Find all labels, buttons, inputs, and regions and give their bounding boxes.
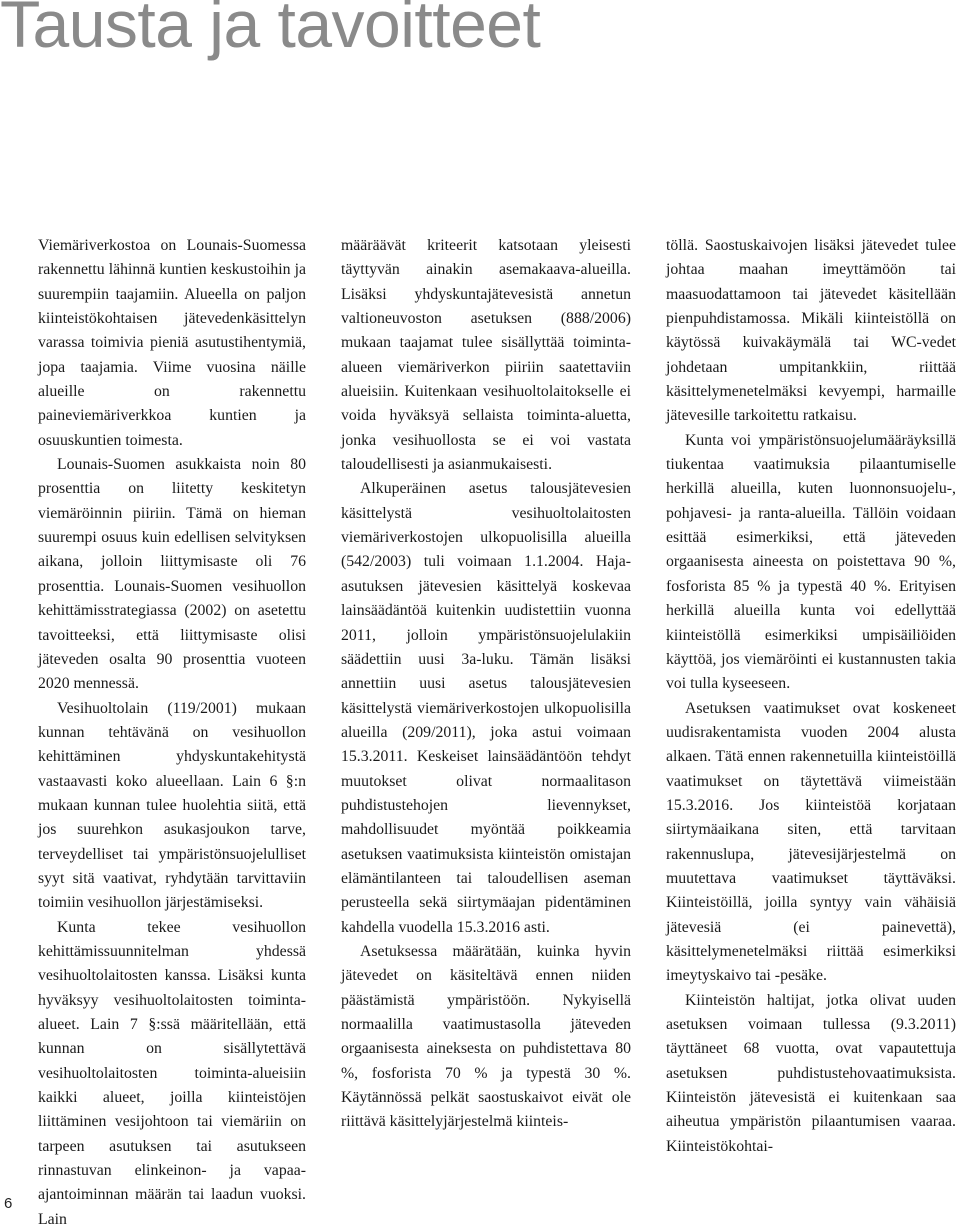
paragraph: määräävät kriteerit katsotaan yleisesti täyttyvän ainakin asemakaava-alueilla. Lisäksi yhdyskuntajätevesistä annetun valtioneuvoston asetuksen (888/2006) mukaan taajamat tulee sisällyttää toiminta-alueen viemäriverkon piiriin saatettaviin alueisiin. Kuitenkaan vesihuoltolaitokselle ei voida hyväksyä sellaista toiminta-aluetta, jonka vesihuollosta se ei voi vastata taloudellisesti ja asianmukaisesti. [341, 237, 631, 474]
page-title: Tausta ja tavoitteet [0, 0, 541, 61]
text-column-2 [341, 234, 631, 1135]
paragraph: Kunta tekee vesihuollon kehittämissuunnitelman yhdessä vesihuoltolaitosten kanssa. Lisäksi kunta hyväksyy vesihuoltolaitosten toiminta-alueet. Lain 7 §:ssä määritellään, että kunnan on sisällytettävä vesihuoltolaitosten toiminta-alueisiin kaikki alueet, joilla kiinteistöjen liittäminen vesijohtoon tai viemäriin on tarpeen asutuksen tai asutukseen rinnastuvan elinkeinon- ja vapaa-ajantoiminnan määrän tai laadun vuoksi. Lain [38, 918, 306, 1228]
paragraph: Lounais-Suomen asukkaista noin 80 prosenttia on liitetty keskitetyn viemäröinnin piiriin. Tämä on hieman suurempi osuus kuin edellisen selvityksen aikana, jolloin liittymisaste oli 76 prosenttia. Lounais-Suomen vesihuollon kehittämisstrategiassa (2002) on asetettu tavoitteeksi, että liittymisaste olisi jäteveden osalta 90 prosenttia vuoteen 2020 mennessä. [38, 456, 306, 693]
paragraph: töllä. Saostuskaivojen lisäksi jätevedet tulee johtaa maahan imeyttämöön tai maasuodattamoon tai jätevedet käsitellään pienpuhdistamossa. Mikäli kiinteistöllä on käytössä kuivakäymälä tai WC-vedet johdetaan umpitankkiin, riittää käsittelymenetelmäksi kevyempi, harmaille jätevesille tarkoitettu ratkaisu. [666, 237, 956, 425]
page-number: 6 [4, 1195, 13, 1212]
text-column-1 [38, 234, 306, 1232]
paragraph: Kiinteistön haltijat, jotka olivat uuden asetuksen voimaan tullessa (9.3.2011) täyttäneet 68 vuotta, ovat vapautettuja asetuksen puhdistustehovaatimuksista. Kiinteistön jätevesistä ei kuitenkaan saa aiheutua ympäristön pilaantumisen vaaraa. Kiinteistökohtai- [666, 991, 956, 1155]
paragraph: Asetuksessa määrätään, kuinka hyvin jätevedet on käsiteltävä ennen niiden päästämistä ympäristöön. Nykyisellä normaalilla vaatimustasolla jäteveden orgaanisesta aineksesta on puhdistettava 80 %, fosforista 70 % ja typestä 30 %. Käytännössä pelkät saostuskaivot eivät ole riittävä käsittelyjärjestelmä kiinteis- [341, 942, 631, 1131]
paragraph: Asetuksen vaatimukset ovat koskeneet uudisrakentamista vuoden 2004 alusta alkaen. Tätä ennen rakennetuilla kiinteistöillä vaatimukset on täytettävä viimeistään 15.3.2016. Jos kiinteistöä korjataan siirtymäaikana siten, että tarvitaan rakennuslupa, jätevesijärjestelmä on muutettava vaatimukset täyttäväksi. Kiinteistöillä, joilla syntyy vain vähäisiä jätevesiä (ei painevettä), käsittelymenetelmäksi riittää esimerkiksi imeytyskaivo tai -pesäke. [666, 699, 956, 985]
paragraph: Vesihuoltolain (119/2001) mukaan kunnan tehtävänä on vesihuollon kehittäminen yhdyskuntakehitystä vastaavasti koko alueellaan. Lain 6 §:n mukaan kunnan tulee huolehtia siitä, että jos suurehkon asukasjoukon tarve, terveydelliset tai ympäristönsuojelulliset syyt sitä vaativat, ryhdytään tarvittaviin toimiin vesihuollon järjestämiseksi. [38, 699, 306, 912]
text-column-3 [666, 234, 956, 1159]
paragraph: Alkuperäinen asetus talousjätevesien käsittelystä vesihuoltolaitosten viemäriverkostojen ulkopuolisilla alueilla (542/2003) tuli voimaan 1.1.2004. Haja-asutuksen jätevesien käsittelyä koskevaa lainsäädäntöä kuitenkin uudistettiin vuonna 2011, jolloin ympäristönsuojelulakiin säädettiin uusi 3a-luku. Tämän lisäksi annettiin uusi asetus talousjätevesien käsittelystä viemäriverkostojen ulkopuolisilla alueilla (209/2011), joka astui voimaan 15.3.2011. Keskeiset lainsäädäntöön tehdyt muutokset olivat normaalitason puhdistustehojen lievennykset, mahdollisuudet myöntää poikkeamia asetuksen vaatimuksista kiinteistön omistajan elämäntilanteen tai taloudellisen aseman perusteella sekä siirtymäajan pidentäminen kahdella vuodella 15.3.2016 asti. [341, 480, 631, 936]
paragraph: Viemäriverkostoa on Lounais-Suomessa rakennettu lähinnä kuntien keskustoihin ja suurempiin taajamiin. Alueella on paljon kiinteistökohtaisen jätevedenkäsittelyn varassa toimivia pieniä asutustihentymiä, jopa taajamia. Viime vuosina näille alueille on rakennettu paineviemäriverkkoa kuntien ja osuuskuntien toimesta. [38, 237, 306, 449]
paragraph: Kunta voi ympäristönsuojelumääräyksillä tiukentaa vaatimuksia pilaantumiselle herkillä alueilla, kuten luonnonsuojelu-, pohjavesi- ja ranta-alueilla. Tällöin voidaan esittää esimerkiksi, että jäteveden orgaanisesta aineesta on poistettava 90 %, fosforista 85 % ja typestä 40 %. Erityisen herkillä alueilla kunta voi edellyttää kiinteistöllä esimerkiksi umpisäiliöiden käyttöä, jos viemäröinti ei kustannusten takia voi tulla kyseeseen. [666, 431, 956, 693]
